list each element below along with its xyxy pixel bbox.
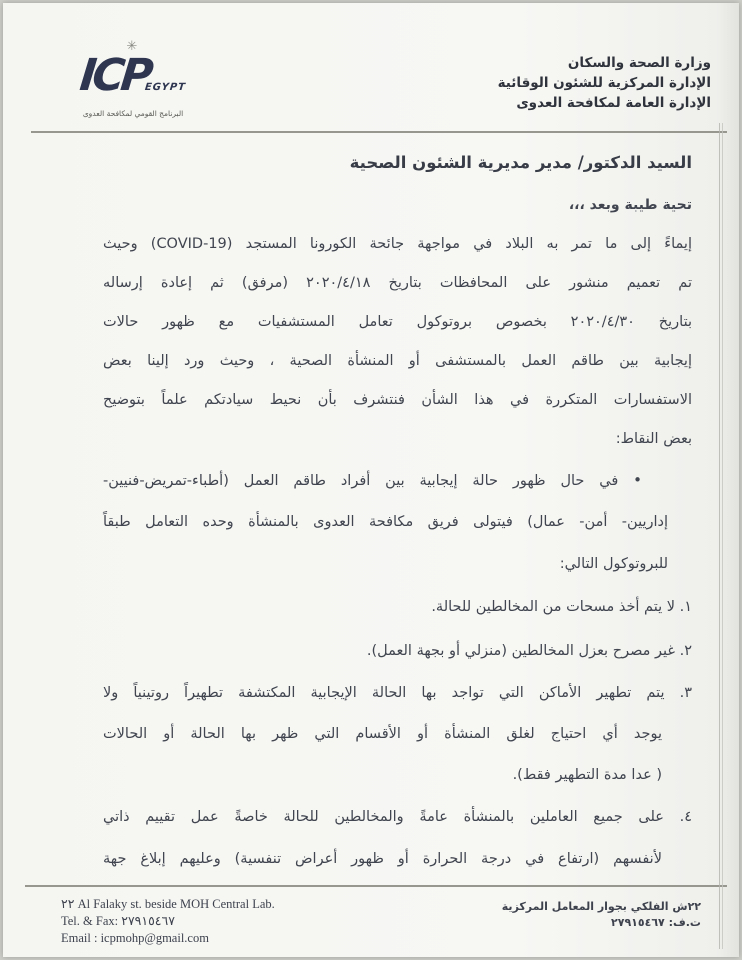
icp-logo-text (50, 50, 215, 107)
icp-logo (53, 39, 213, 118)
bullet-point-line-1 (103, 459, 692, 501)
scanned-letter-page (3, 3, 739, 957)
icp-logo-tagline: البرنامج القومي لمكافحة العدوى (82, 109, 184, 118)
intro-line-3: بتاريخ ٢٠٢٠/٤/٣٠ بخصوص بروتوكول تعامل المستشفيات مع ظهور حالات (103, 314, 692, 330)
footer-divider (25, 885, 727, 887)
list-item-4-line-1 (103, 796, 692, 838)
item-text: غير مصرح بعزل المخالطين (منزلي أو بجهة العمل). (366, 643, 675, 659)
icp-logo-egypt: EGYPT (144, 82, 187, 93)
footer-address-arabic (502, 899, 701, 931)
greeting-line: تحية طيبة وبعد ،،، (568, 197, 692, 213)
icp-logo-letters: ICP (77, 50, 152, 101)
list-item-2 (103, 629, 692, 673)
list-item-3-line-3: ( عدا مدة التطهير فقط). (512, 767, 662, 783)
ministry-line: وزارة الصحة والسكان (567, 55, 711, 71)
item-number: ٣. (679, 685, 692, 701)
intro-line-1: إيماءً إلى ما تمر به البلاد في مواجهة جائحة الكورونا المستجد (COVID-19) وحيث (103, 236, 692, 252)
ministry-line: الإدارة المركزية للشئون الوقائية (497, 75, 711, 91)
letter-body (103, 133, 692, 880)
eagle-emblem-icon: ✳ (126, 39, 140, 54)
addressee-line: السيد الدكتور/ مدير مديرية الشئون الصحية (349, 153, 692, 172)
item-text: يتم تطهير الأماكن التي تواجد بها الحالة الإيجابية المكتشفة تطهيراً روتينياً ولا (103, 685, 665, 701)
item-number: ٢. (679, 643, 692, 659)
footer-address-line-ar: ٢٢ش الفلكي بجوار المعامل المركزية (501, 900, 701, 913)
footer-phone-line-ar: ت.ف: ٢٧٩١٥٤٦٧ (611, 916, 701, 929)
footer-phone-line: Tel. & Fax: ٢٧٩١٥٤٦٧ (61, 914, 175, 928)
scan-artifact-line (719, 123, 723, 949)
ministry-line: الإدارة العامة لمكافحة العدوى (516, 95, 711, 111)
list-item-3-line-2: يوجد أي احتياج لغلق المنشأة أو الأقسام التي ظهر بها الحالة أو الحالات (103, 726, 662, 742)
list-item-1 (103, 585, 692, 629)
item-number: ١. (679, 599, 692, 615)
list-item-4-line-2: لأنفسهم (ارتفاع في درجة الحرارة أو ظهور أعراض تنفسية) وعليهم إبلاغ جهة (103, 851, 662, 867)
points-intro-line: بعض النقاط: (615, 431, 692, 447)
footer-address-line: ٢٢ Al Falaky st. beside MOH Central Lab. (61, 897, 275, 911)
footer-address-english (61, 896, 275, 947)
item-number: ٤. (679, 809, 693, 825)
bullet-point-line-3: للبروتوكول التالي: (559, 556, 668, 572)
intro-line-5: الاستفسارات المتكررة في هذا الشأن فنتشرف بأن نحيط سيادتكم علماً بتوضيح (103, 392, 692, 408)
bullet-icon: • (633, 471, 643, 489)
item-text: على جميع العاملين بالمنشأة عامةً والمخالطين للحالة خاصةً عمل تقييم ذاتي (103, 809, 664, 825)
list-item-3-line-1 (103, 673, 692, 714)
footer-email-line: Email : icpmohp@gmail.com (61, 931, 209, 945)
bullet-text: في حال ظهور حالة إيجابية بين أفراد طاقم العمل (أطباء-تمريض-فنيين- (103, 473, 619, 489)
intro-line-2: تم تعميم منشور على المحافظات بتاريخ ٢٠٢٠/٤/١٨ (مرفق) ثم إعادة إرساله (103, 275, 692, 291)
item-text: لا يتم أخذ مسحات من المخالطين للحالة. (431, 599, 675, 615)
intro-line-4: إيجابية بين طاقم العمل بالمستشفى أو المنشأة الصحية ، وحيث ورد إلينا بعض (103, 353, 692, 369)
ministry-header (498, 53, 711, 113)
bullet-point-line-2: إداريين- أمن- عمال) فيتولى فريق مكافحة العدوى بالمنشأة وحده التعامل طبقاً (103, 514, 668, 530)
